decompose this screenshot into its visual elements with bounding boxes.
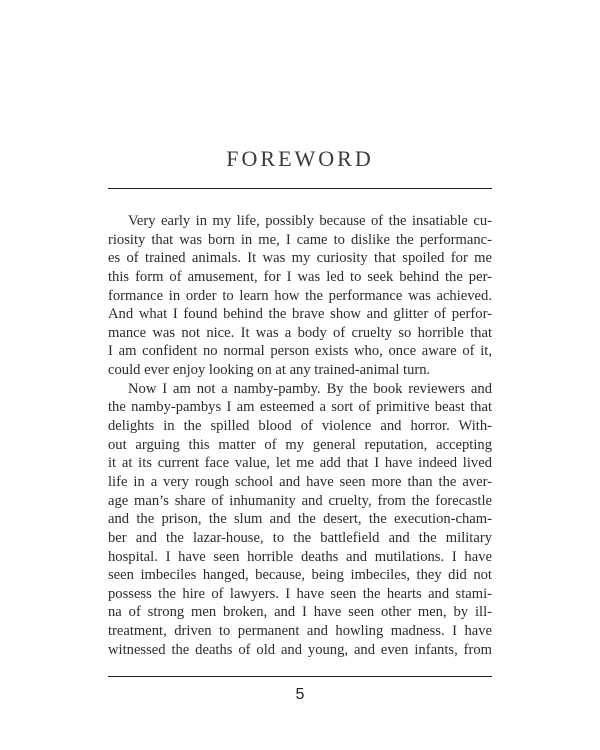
text-line: could ever enjoy looking on at any trained-animal turn.	[108, 362, 431, 379]
text-line: possess the hire of lawyers. I have seen the hearts and stami-	[108, 585, 492, 602]
text-line: treatment, driven to permanent and howling madness. I have	[108, 623, 492, 640]
text-line: mance was not nice. It was a body of cruelty so horrible that	[108, 324, 492, 341]
chapter-title: FOREWORD	[226, 146, 374, 171]
text-line: ber and the lazar-house, to the battlefield and the military	[108, 529, 492, 546]
text-line: it at its current face value, let me add that I have indeed lived	[108, 455, 492, 472]
text-line: hospital. I have seen horrible deaths and mutilations. I have	[108, 548, 492, 565]
text-line: riosity that was born in me, I came to dislike the performanc-	[108, 231, 492, 248]
text-line: na of strong men broken, and I have seen other men, by ill-	[108, 604, 492, 621]
text-line: out arguing this matter of my general reputation, accepting	[108, 436, 492, 453]
page-number: 5	[295, 686, 305, 703]
text-line: Very early in my life, possibly because of the insatiable cu-	[128, 213, 492, 229]
text-line: age man’s share of inhumanity and cruelty, from the forecastle	[108, 492, 492, 509]
text-line: And what I found behind the brave show and glitter of perfor-	[108, 306, 492, 323]
text-line: seen imbeciles hanged, because, being imbeciles, they did not	[108, 567, 492, 584]
text-line: Now I am not a namby-pamby. By the book reviewers and	[128, 380, 492, 397]
paragraph-1	[108, 212, 492, 380]
text-line: es of trained animals. It was my curiosity that spoiled for me	[108, 250, 492, 267]
text-line: formance in order to learn how the performance was achieved.	[108, 287, 492, 304]
text-line: the namby-pambys I am esteemed a sort of primitive beast that	[108, 399, 492, 416]
text-line: I am confident no normal person exists who, once aware of it,	[108, 343, 492, 360]
text-line: witnessed the deaths of old and young, and even infants, from	[108, 641, 492, 658]
text-line: this form of amusement, for I was led to seek behind the per-	[108, 268, 492, 285]
text-line: life in a very rough school and have seen more than the aver-	[108, 473, 492, 490]
text-line: delights in the spilled blood of violence and horror. With-	[108, 418, 492, 435]
paragraph-2	[108, 380, 492, 660]
title-rule	[108, 188, 492, 189]
body-text	[108, 212, 492, 659]
footer-rule	[108, 676, 492, 677]
text-line: and the prison, the slum and the desert, the execution-cham-	[108, 511, 492, 528]
